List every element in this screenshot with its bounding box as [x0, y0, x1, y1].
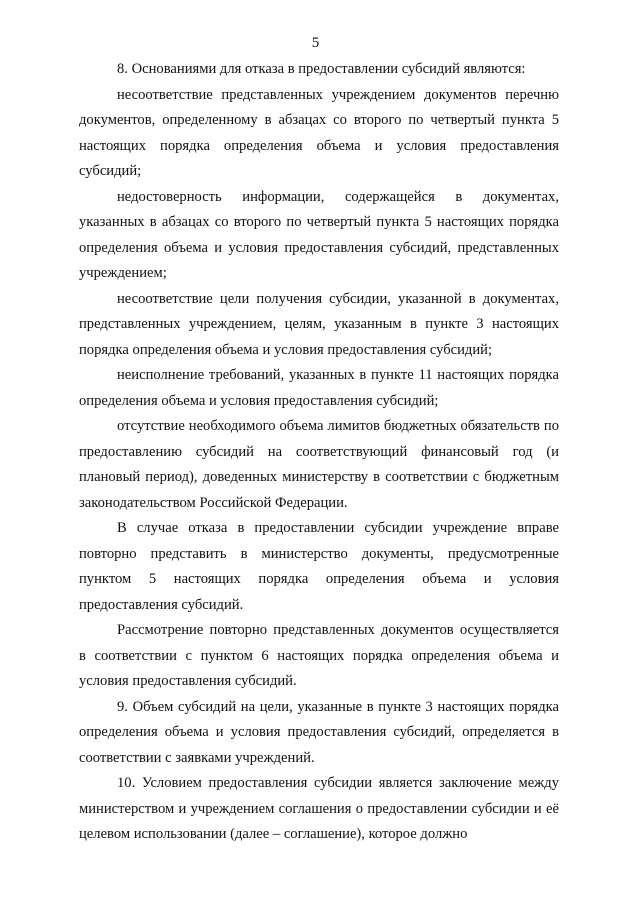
- document-body: [79, 57, 559, 848]
- paragraph-resubmission-review: Рассмотрение повторно представленных документов осуществляется в соответствии с пунктом 6 настоящих порядка определения объема и условия предоставления субсидий.: [79, 622, 559, 689]
- paragraph-reason-unreliable-info: недостоверность информации, содержащейся в документах, указанных в абзацах со второго по четвертый пункта 5 настоящих порядка определения объема и условия предоставления субсидий, представленных учреждением;: [79, 188, 559, 281]
- page-number: 5: [311, 35, 320, 51]
- paragraph-refusal-resubmission: В случае отказа в предоставлении субсидии учреждение вправе повторно представить в министерство документы, предусмотренные пунктом 5 настоящих порядка определения объема и условия предоставления субсидий.: [79, 520, 559, 613]
- paragraph-8-heading: 8. Основаниями для отказа в предоставлении субсидий являются:: [117, 61, 526, 77]
- paragraph-reason-document-mismatch: несоответствие представленных учреждением документов перечню документов, определенному в абзацах со второго по четвертый пункта 5 настоящих порядка определения объема и условия предоставления субсидий;: [79, 86, 559, 179]
- paragraph-reason-noncompliance: неисполнение требований, указанных в пункте 11 настоящих порядка определения объема и условия предоставления субсидий;: [79, 367, 559, 409]
- paragraph-reason-budget-limits: отсутствие необходимого объема лимитов бюджетных обязательств по предоставлению субсидий на соответствующий финансовый год (и плановый период), доведенных министерству в соответствии с бюджетным законодательством Российской Федерации.: [79, 418, 559, 511]
- paragraph-10-agreement-condition: 10. Условием предоставления субсидии является заключение между министерством и учреждением соглашения о предоставлении субсидии и её целевом использовании (далее – соглашение), которое должно: [79, 775, 559, 842]
- paragraph-9-subsidy-volume: 9. Объем субсидий на цели, указанные в пункте 3 настоящих порядка определения объема и условия предоставления субсидий, определяется в соответствии с заявками учреждений.: [79, 698, 559, 766]
- paragraph-reason-goal-mismatch: несоответствие цели получения субсидии, указанной в документах, представленных учреждением, целям, указанным в пункте 3 настоящих порядка определения объема и условия предоставления субсидий;: [79, 290, 559, 358]
